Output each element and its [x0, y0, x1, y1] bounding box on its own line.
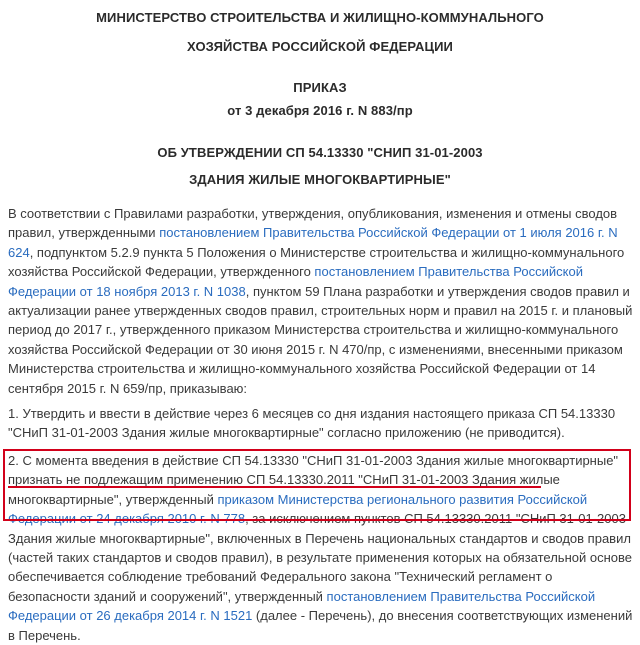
- item-2-text-3: (далее - Перечень), до внесения соответствующих изменений в Перечень.: [8, 608, 633, 643]
- highlight-underline: [8, 486, 541, 488]
- link-order-778[interactable]: приказом Министерства регионального развития Российской Федерации от 24 декабря 2010 г. N 778: [8, 491, 588, 527]
- ministry-title-line1: МИНИСТЕРСТВО СТРОИТЕЛЬСТВА И ЖИЛИЩНО-КОММУНАЛЬНОГО: [96, 10, 544, 25]
- subject-line2: ЗДАНИЯ ЖИЛЫЕ МНОГОКВАРТИРНЫЕ": [189, 172, 451, 187]
- document-type: ПРИКАЗ: [293, 80, 347, 95]
- intro-text-3: , пунктом 59 Плана разработки и утверждения сводов правил и актуализации ранее утвержденных сводов правил, строительных норм и правил на 2015 г. и плановый период до 2017 г., утвержденного приказом Министерства строительства и жилищно-коммунального хозяйства Российской Федерации от 30 июня 2015 г. N 470/пр, с изменениями, внесенными приказом Министерства строительства и жилищно-коммунального хозяйства Российской Федерации от 14 сентября 2015 г. N 659/пр, приказываю:: [8, 283, 633, 396]
- link-resolution-1521[interactable]: постановлением Правительства Российской Федерации от 26 декабря 2014 г. N 1521: [8, 588, 596, 624]
- link-resolution-624[interactable]: постановлением Правительства Российской Федерации от 1 июля 2016 г. N 624: [8, 225, 618, 260]
- document-date: от 3 декабря 2016 г. N 883/пр: [227, 103, 413, 118]
- subject-line1: ОБ УТВЕРЖДЕНИИ СП 54.13330 "СНИП 31-01-2003: [157, 145, 483, 160]
- highlight-box: [3, 449, 631, 521]
- item-1-paragraph: 1. Утвердить и ввести в действие через 6 месяцев со дня издания настоящего приказа СП 54.13330 "СНиП 31-01-2003 Здания жилые многоквартирные" согласно приложению (не приводится).: [8, 406, 616, 441]
- link-resolution-1038[interactable]: постановлением Правительства Российской Федерации от 18 ноября 2013 г. N 1038: [8, 264, 583, 299]
- item-2-text-1: 2. С момента введения в действие СП 54.13330 "СНиП 31-01-2003 Здания жилые многоквартирные" признать не подлежащим применению СП 54.13330.2011 "СНиП 31-01-2003 Здания жилые многоквартирные", утвержденный: [8, 453, 619, 507]
- intro-paragraph: [8, 204, 634, 398]
- item-2-text-2: , за исключением пунктов СП 54.13330.2011 "СНиП 31-01-2003 Здания жилые многоквартирные", включенных в Перечень национальных стандартов и сводов правил (частей таких стандартов и сводов правил), в результате применения которых на обязательной основе обеспечивается соблюдение требований Федерального закона "Технический регламент о безопасности зданий и сооружений", утвержденный: [8, 511, 632, 604]
- intro-text-2: , подпунктом 5.2.9 пункта 5 Положения о Министерстве строительства и жилищно-коммунального хозяйства Российской Федерации, утвержденного: [8, 244, 625, 280]
- ministry-title-line2: ХОЗЯЙСТВА РОССИЙСКОЙ ФЕДЕРАЦИИ: [187, 39, 453, 54]
- intro-text-1: В соответствии с Правилами разработки, утверждения, опубликования, изменения и отмены сводов правил, утвержденными: [8, 206, 618, 241]
